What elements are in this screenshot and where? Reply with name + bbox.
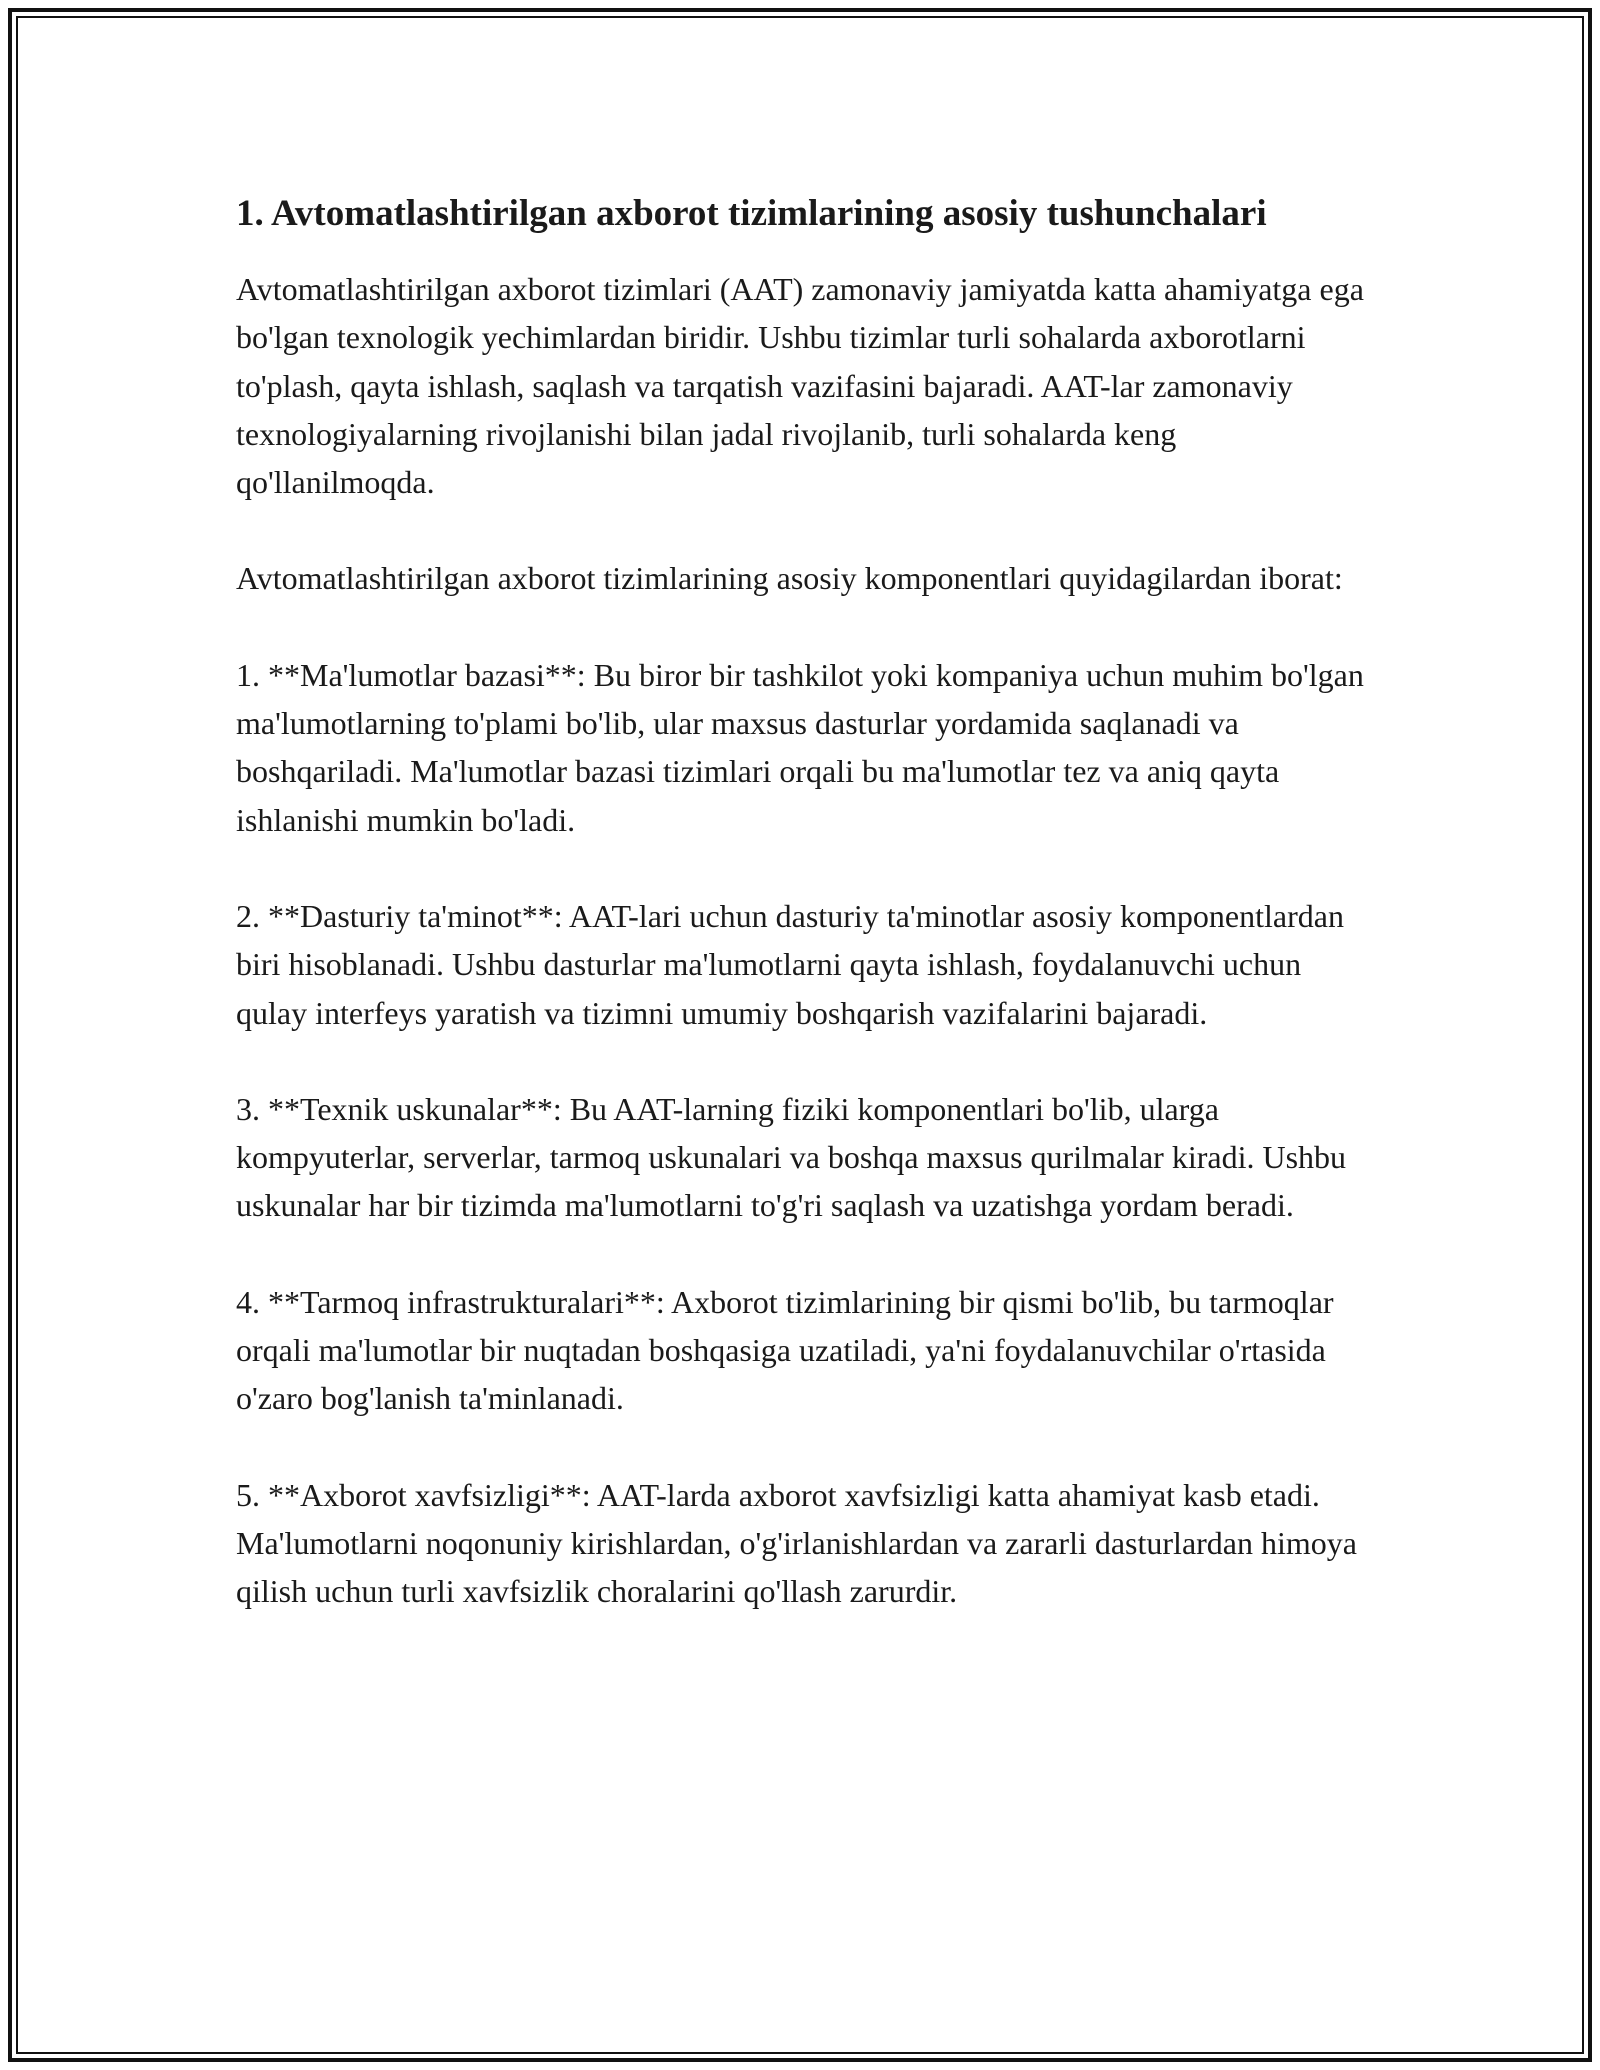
intro-paragraph: Avtomatlashtirilgan axborot tizimlari (AAT) zamonaviy jamiyatda katta ahamiyatga ega bo'lgan texnologik yechimlardan biridir. Ushbu tizimlar turli sohalarda axborotlarni to'plash, qayta ishlash, saqlash va tarqatish vazifasini bajaradi. AAT-lar zamonaviy texnologiyalarning rivojlanishi bilan jadal rivojlanib, turli sohalarda keng qo'llanilmoqda. bbox=[236, 271, 1364, 501]
section-heading: 1. Avtomatlashtirilgan axborot tizimlarining asosiy tushunchalari bbox=[236, 193, 1267, 234]
component-item-software: 2. **Dasturiy ta'minot**: AAT-lari uchun dasturiy ta'minotlar asosiy komponentlardan biri hisoblanadi. Ushbu dasturlar ma'lumotlarni qayta ishlash, foydalanuvchi uchun qulay interfeys yaratish va tizimni umumiy boshqarish vazifalarini bajaradi. bbox=[236, 897, 1344, 1031]
document-body bbox=[236, 186, 1376, 1664]
component-item-hardware: 3. **Texnik uskunalar**: Bu AAT-larning fiziki komponentlari bo'lib, ularga kompyuterlar, serverlar, tarmoq uskunalari va boshqa maxsus qurilmalar kiradi. Ushbu uskunalar har bir tizimda ma'lumotlarni to'g'ri saqlash va uzatishga yordam beradi. bbox=[236, 1090, 1347, 1224]
components-lead-paragraph: Avtomatlashtirilgan axborot tizimlarining asosiy komponentlari quyidagilardan iborat: bbox=[236, 560, 1343, 597]
component-item-security: 5. **Axborot xavfsizligi**: AAT-larda axborot xavfsizligi katta ahamiyat kasb etadi. Ma'lumotlarni noqonuniy kirishlardan, o'g'irlanishlardan va zararli dasturlardan himoya qilish uchun turli xavfsizlik choralarini qo'llash zarurdir. bbox=[236, 1476, 1357, 1610]
component-item-network: 4. **Tarmoq infrastrukturalari**: Axborot tizimlarining bir qismi bo'lib, bu tarmoqlar orqali ma'lumotlar bir nuqtadan boshqasiga uzatiladi, ya'ni foydalanuvchilar o'rtasida o'zaro bog'lanish ta'minlanadi. bbox=[236, 1283, 1334, 1417]
component-item-database: 1. **Ma'lumotlar bazasi**: Bu biror bir tashkilot yoki kompaniya uchun muhim bo'lgan ma'lumotlarning to'plami bo'lib, ular maxsus dasturlar yordamida saqlanadi va boshqariladi. Ma'lumotlar bazasi tizimlari orqali bu ma'lumotlar tez va aniq qayta ishlanishi mumkin bo'ladi. bbox=[236, 656, 1364, 838]
